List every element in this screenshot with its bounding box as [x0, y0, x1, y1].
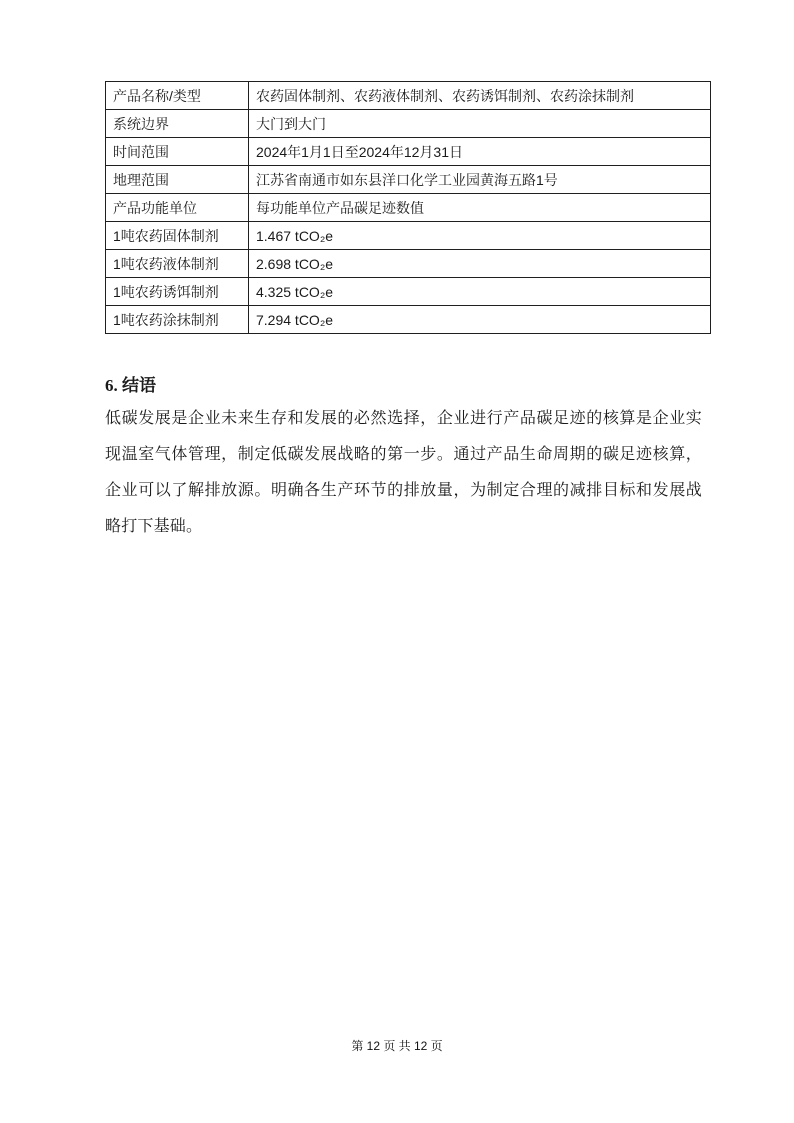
table-row: [106, 278, 711, 306]
row-value: 江苏省南通市如东县洋口化学工业园黄海五路1号: [249, 166, 711, 194]
product-carbon-footprint-table: [105, 81, 711, 334]
row-label: 地理范围: [106, 166, 249, 194]
row-label: 产品功能单位: [106, 194, 249, 222]
row-value: 7.294 tCO₂e: [249, 306, 711, 334]
row-label: 1吨农药涂抹制剂: [106, 306, 249, 334]
row-value: 4.325 tCO₂e: [249, 278, 711, 306]
section-heading: 6. 结语: [105, 376, 156, 395]
row-label: 产品名称/类型: [106, 82, 249, 110]
row-label: 1吨农药液体制剂: [106, 250, 249, 278]
row-value: 1.467 tCO₂e: [249, 222, 711, 250]
row-value: 每功能单位产品碳足迹数值: [249, 194, 711, 222]
page-footer: [0, 1037, 794, 1054]
table-row: [106, 110, 711, 138]
row-value: 农药固体制剂、农药液体制剂、农药诱饵制剂、农药涂抹制剂: [249, 82, 711, 110]
row-label: 时间范围: [106, 138, 249, 166]
conclusion-paragraph: 低碳发展是企业未来生存和发展的必然选择，企业进行产品碳足迹的核算是企业实现温室气体管理，制定低碳发展战略的第一步。通过产品生命周期的碳足迹核算，企业可以了解排放源。明确各生产环节的排放量，为制定合理的减排目标和发展战略打下基础。: [105, 410, 702, 535]
row-value: 2.698 tCO₂e: [249, 250, 711, 278]
table-row: [106, 166, 711, 194]
row-label: 系统边界: [106, 110, 249, 138]
table-row: [106, 250, 711, 278]
table-row: [106, 222, 711, 250]
conclusion-section: [105, 375, 702, 545]
row-label: 1吨农药固体制剂: [106, 222, 249, 250]
row-value: 2024年1月1日至2024年12月31日: [249, 138, 711, 166]
table-row: [106, 194, 711, 222]
table-row: [106, 82, 711, 110]
row-value: 大门到大门: [249, 110, 711, 138]
table-row: [106, 138, 711, 166]
page-number-label: 第 12 页 共 12 页: [351, 1039, 443, 1053]
table-row: [106, 306, 711, 334]
row-label: 1吨农药诱饵制剂: [106, 278, 249, 306]
